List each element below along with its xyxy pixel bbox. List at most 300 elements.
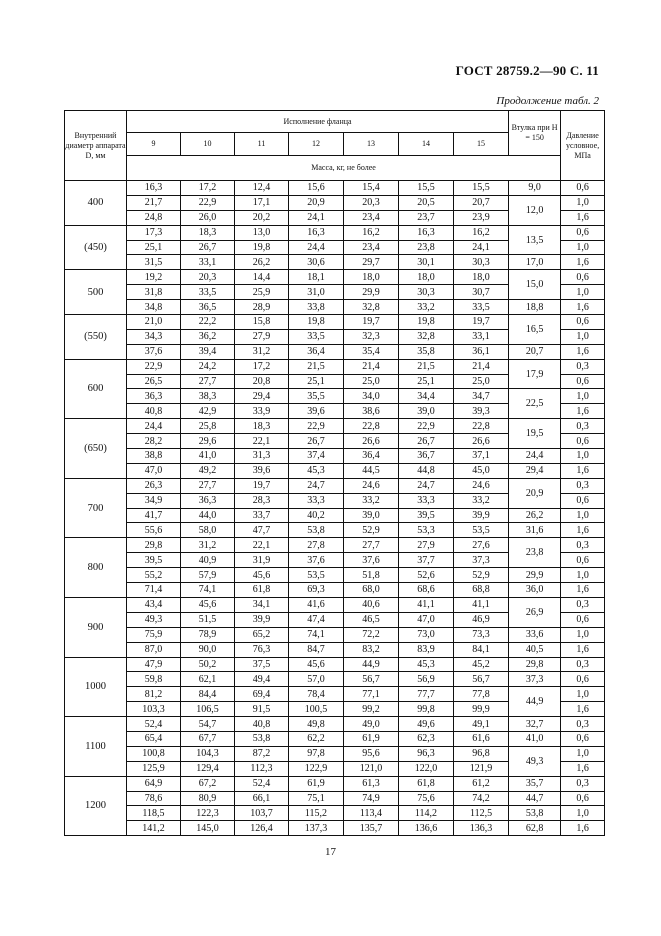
mass-cell: 27,7	[181, 478, 235, 493]
pressure-cell: 0,3	[561, 538, 605, 553]
mass-cell: 22,2	[181, 315, 235, 330]
mass-cell: 73,0	[399, 627, 454, 642]
mass-cell: 31,3	[235, 449, 289, 464]
pressure-cell: 0,3	[561, 657, 605, 672]
document-code: ГОСТ 28759.2—90 С. 11	[455, 63, 599, 78]
mass-cell: 29,6	[181, 434, 235, 449]
bushing-cell: 17,9	[509, 359, 561, 389]
mass-table	[64, 110, 605, 836]
mass-cell: 26,0	[181, 210, 235, 225]
table-row	[65, 508, 605, 523]
mass-cell: 71,4	[127, 583, 181, 598]
mass-cell: 30,1	[399, 255, 454, 270]
diameter-cell: (650)	[65, 419, 127, 479]
pressure-cell: 1,6	[561, 210, 605, 225]
header-flange-version: Исполнение фланца	[127, 111, 509, 133]
diameter-cell: 600	[65, 359, 127, 419]
mass-cell: 53,5	[289, 568, 344, 583]
mass-cell: 19,8	[235, 240, 289, 255]
mass-cell: 47,4	[289, 612, 344, 627]
pressure-cell: 0,3	[561, 597, 605, 612]
mass-cell: 112,3	[235, 761, 289, 776]
mass-cell: 26,7	[399, 434, 454, 449]
flange-version-header: 11	[235, 133, 289, 156]
table-row	[65, 195, 605, 210]
bushing-cell: 22,5	[509, 389, 561, 419]
header-bushing: Втулка при H = 150	[509, 111, 561, 156]
mass-cell: 122,0	[399, 761, 454, 776]
mass-cell: 57,0	[289, 672, 344, 687]
mass-cell: 36,7	[399, 449, 454, 464]
pressure-cell: 0,6	[561, 553, 605, 568]
mass-cell: 25,0	[454, 374, 509, 389]
mass-cell: 81,2	[127, 687, 181, 702]
table-row	[65, 657, 605, 672]
bushing-cell: 20,7	[509, 344, 561, 359]
table-row	[65, 776, 605, 791]
mass-cell: 40,8	[235, 717, 289, 732]
mass-cell: 26,2	[235, 255, 289, 270]
mass-cell: 26,7	[289, 434, 344, 449]
mass-cell: 25,1	[399, 374, 454, 389]
mass-cell: 39,5	[127, 553, 181, 568]
mass-cell: 103,7	[235, 806, 289, 821]
bushing-cell: 35,7	[509, 776, 561, 791]
mass-cell: 44,8	[399, 463, 454, 478]
table-row	[65, 359, 605, 374]
pressure-cell: 1,6	[561, 344, 605, 359]
mass-cell: 112,5	[454, 806, 509, 821]
mass-cell: 72,2	[344, 627, 399, 642]
mass-cell: 30,3	[454, 255, 509, 270]
mass-cell: 24,1	[454, 240, 509, 255]
pressure-cell: 1,0	[561, 746, 605, 761]
mass-cell: 44,0	[181, 508, 235, 523]
table-row	[65, 225, 605, 240]
mass-cell: 45,2	[454, 657, 509, 672]
mass-cell: 23,4	[344, 240, 399, 255]
mass-cell: 141,2	[127, 821, 181, 836]
pressure-cell: 0,3	[561, 717, 605, 732]
mass-cell: 57,9	[181, 568, 235, 583]
mass-cell: 53,8	[235, 731, 289, 746]
mass-cell: 32,3	[344, 329, 399, 344]
mass-cell: 58,0	[181, 523, 235, 538]
mass-cell: 39,0	[399, 404, 454, 419]
mass-cell: 31,5	[127, 255, 181, 270]
pressure-cell: 0,3	[561, 419, 605, 434]
bushing-cell: 17,0	[509, 255, 561, 270]
mass-cell: 34,9	[127, 493, 181, 508]
mass-cell: 15,6	[289, 181, 344, 196]
mass-cell: 12,4	[235, 181, 289, 196]
table-row	[65, 821, 605, 836]
diameter-cell: 400	[65, 181, 127, 226]
table-row	[65, 806, 605, 821]
mass-cell: 69,4	[235, 687, 289, 702]
mass-cell: 66,1	[235, 791, 289, 806]
mass-cell: 29,7	[344, 255, 399, 270]
mass-cell: 22,9	[127, 359, 181, 374]
mass-cell: 56,7	[344, 672, 399, 687]
mass-cell: 36,3	[181, 493, 235, 508]
mass-cell: 77,8	[454, 687, 509, 702]
mass-cell: 49,4	[235, 672, 289, 687]
mass-cell: 54,7	[181, 717, 235, 732]
pressure-cell: 0,6	[561, 612, 605, 627]
pressure-cell: 1,6	[561, 463, 605, 478]
mass-cell: 22,1	[235, 538, 289, 553]
mass-cell: 20,3	[181, 270, 235, 285]
mass-cell: 56,7	[454, 672, 509, 687]
mass-cell: 27,8	[289, 538, 344, 553]
mass-cell: 61,2	[454, 776, 509, 791]
mass-cell: 21,4	[344, 359, 399, 374]
mass-cell: 35,4	[344, 344, 399, 359]
mass-cell: 53,5	[454, 523, 509, 538]
mass-cell: 18,1	[289, 270, 344, 285]
mass-cell: 24,4	[127, 419, 181, 434]
mass-cell: 41,6	[289, 597, 344, 612]
mass-cell: 36,4	[344, 449, 399, 464]
mass-cell: 52,4	[235, 776, 289, 791]
mass-cell: 26,5	[127, 374, 181, 389]
pressure-cell: 1,6	[561, 255, 605, 270]
mass-cell: 18,0	[399, 270, 454, 285]
mass-cell: 27,9	[235, 329, 289, 344]
mass-cell: 43,4	[127, 597, 181, 612]
mass-cell: 39,5	[399, 508, 454, 523]
mass-cell: 34,8	[127, 300, 181, 315]
bushing-cell: 36,0	[509, 583, 561, 598]
mass-cell: 45,6	[181, 597, 235, 612]
pressure-cell: 1,0	[561, 687, 605, 702]
mass-cell: 68,0	[344, 583, 399, 598]
mass-cell: 28,2	[127, 434, 181, 449]
mass-cell: 45,6	[235, 568, 289, 583]
bushing-cell: 20,9	[509, 478, 561, 508]
mass-cell: 95,6	[344, 746, 399, 761]
pressure-cell: 0,6	[561, 225, 605, 240]
mass-cell: 34,0	[344, 389, 399, 404]
pressure-cell: 1,6	[561, 821, 605, 836]
mass-cell: 18,3	[181, 225, 235, 240]
mass-cell: 49,2	[181, 463, 235, 478]
table-row	[65, 642, 605, 657]
mass-cell: 27,7	[181, 374, 235, 389]
mass-cell: 80,9	[181, 791, 235, 806]
mass-cell: 34,7	[454, 389, 509, 404]
mass-cell: 22,1	[235, 434, 289, 449]
mass-cell: 15,5	[454, 181, 509, 196]
mass-cell: 122,3	[181, 806, 235, 821]
mass-cell: 33,5	[289, 329, 344, 344]
table-row	[65, 717, 605, 732]
bushing-cell: 12,0	[509, 195, 561, 225]
mass-cell: 24,7	[289, 478, 344, 493]
mass-cell: 41,7	[127, 508, 181, 523]
mass-cell: 20,2	[235, 210, 289, 225]
mass-cell: 39,9	[454, 508, 509, 523]
bushing-cell: 29,9	[509, 568, 561, 583]
mass-cell: 22,8	[344, 419, 399, 434]
pressure-cell: 1,6	[561, 583, 605, 598]
mass-cell: 99,8	[399, 702, 454, 717]
mass-cell: 145,0	[181, 821, 235, 836]
table-row	[65, 344, 605, 359]
mass-cell: 24,4	[289, 240, 344, 255]
mass-cell: 21,4	[454, 359, 509, 374]
mass-cell: 15,4	[344, 181, 399, 196]
mass-cell: 34,4	[399, 389, 454, 404]
mass-cell: 22,9	[181, 195, 235, 210]
mass-cell: 47,9	[127, 657, 181, 672]
mass-cell: 37,6	[289, 553, 344, 568]
bushing-cell: 26,9	[509, 597, 561, 627]
mass-cell: 27,9	[399, 538, 454, 553]
mass-cell: 24,6	[344, 478, 399, 493]
pressure-cell: 1,0	[561, 195, 605, 210]
mass-cell: 39,0	[344, 508, 399, 523]
bushing-cell: 23,8	[509, 538, 561, 568]
mass-cell: 52,9	[454, 568, 509, 583]
mass-cell: 20,8	[235, 374, 289, 389]
pressure-cell: 0,6	[561, 672, 605, 687]
mass-cell: 74,9	[344, 791, 399, 806]
table-row	[65, 568, 605, 583]
mass-cell: 91,5	[235, 702, 289, 717]
mass-cell: 64,9	[127, 776, 181, 791]
bushing-cell: 62,8	[509, 821, 561, 836]
mass-cell: 33,2	[454, 493, 509, 508]
mass-cell: 31,8	[127, 285, 181, 300]
mass-cell: 96,3	[399, 746, 454, 761]
mass-cell: 97,8	[289, 746, 344, 761]
bushing-cell: 53,8	[509, 806, 561, 821]
pressure-cell: 0,6	[561, 374, 605, 389]
mass-cell: 31,9	[235, 553, 289, 568]
mass-cell: 32,8	[344, 300, 399, 315]
mass-cell: 106,5	[181, 702, 235, 717]
mass-cell: 47,0	[399, 612, 454, 627]
mass-cell: 19,2	[127, 270, 181, 285]
table-continuation-note: Продолжение табл. 2	[496, 95, 599, 107]
mass-cell: 52,9	[344, 523, 399, 538]
mass-cell: 39,9	[235, 612, 289, 627]
mass-cell: 19,7	[235, 478, 289, 493]
pressure-cell: 1,0	[561, 806, 605, 821]
flange-version-header: 13	[344, 133, 399, 156]
mass-cell: 87,0	[127, 642, 181, 657]
mass-cell: 78,6	[127, 791, 181, 806]
mass-cell: 35,5	[289, 389, 344, 404]
pressure-cell: 1,0	[561, 389, 605, 404]
mass-cell: 61,8	[235, 583, 289, 598]
header-mass-caption: Масса, кг, не более	[127, 156, 561, 181]
diameter-cell: 1200	[65, 776, 127, 836]
mass-cell: 28,9	[235, 300, 289, 315]
mass-cell: 20,5	[399, 195, 454, 210]
diameter-cell: 900	[65, 597, 127, 657]
mass-cell: 34,3	[127, 329, 181, 344]
mass-cell: 37,4	[289, 449, 344, 464]
mass-cell: 25,9	[235, 285, 289, 300]
flange-version-header: 10	[181, 133, 235, 156]
mass-cell: 39,6	[235, 463, 289, 478]
pressure-cell: 1,0	[561, 240, 605, 255]
flange-version-header: 15	[454, 133, 509, 156]
table-row	[65, 181, 605, 196]
mass-cell: 135,7	[344, 821, 399, 836]
mass-cell: 62,2	[289, 731, 344, 746]
mass-cell: 41,1	[454, 597, 509, 612]
mass-cell: 20,9	[289, 195, 344, 210]
mass-cell: 115,2	[289, 806, 344, 821]
mass-cell: 100,8	[127, 746, 181, 761]
mass-cell: 46,5	[344, 612, 399, 627]
mass-cell: 38,6	[344, 404, 399, 419]
mass-cell: 31,2	[181, 538, 235, 553]
mass-cell: 33,9	[235, 404, 289, 419]
bushing-cell: 44,7	[509, 791, 561, 806]
mass-cell: 45,3	[289, 463, 344, 478]
mass-cell: 25,8	[181, 419, 235, 434]
mass-cell: 21,5	[289, 359, 344, 374]
mass-cell: 74,2	[454, 791, 509, 806]
bushing-cell: 26,2	[509, 508, 561, 523]
table-row	[65, 672, 605, 687]
mass-cell: 13,0	[235, 225, 289, 240]
mass-cell: 61,6	[454, 731, 509, 746]
mass-cell: 28,3	[235, 493, 289, 508]
diameter-cell: 1000	[65, 657, 127, 717]
mass-cell: 77,1	[344, 687, 399, 702]
mass-cell: 40,8	[127, 404, 181, 419]
mass-cell: 37,1	[454, 449, 509, 464]
mass-cell: 46,9	[454, 612, 509, 627]
mass-cell: 84,7	[289, 642, 344, 657]
mass-cell: 118,5	[127, 806, 181, 821]
mass-cell: 37,6	[127, 344, 181, 359]
table-row	[65, 255, 605, 270]
table-row	[65, 731, 605, 746]
bushing-cell: 31,6	[509, 523, 561, 538]
mass-cell: 26,6	[454, 434, 509, 449]
bushing-cell: 41,0	[509, 731, 561, 746]
table-row	[65, 270, 605, 285]
mass-cell: 84,4	[181, 687, 235, 702]
table-row	[65, 583, 605, 598]
mass-cell: 25,1	[127, 240, 181, 255]
mass-cell: 122,9	[289, 761, 344, 776]
mass-cell: 26,7	[181, 240, 235, 255]
mass-cell: 24,8	[127, 210, 181, 225]
mass-cell: 41,0	[181, 449, 235, 464]
pressure-cell: 0,6	[561, 270, 605, 285]
mass-cell: 61,9	[289, 776, 344, 791]
mass-cell: 25,1	[289, 374, 344, 389]
bushing-cell: 37,3	[509, 672, 561, 687]
mass-cell: 30,6	[289, 255, 344, 270]
mass-cell: 33,3	[289, 493, 344, 508]
mass-cell: 56,9	[399, 672, 454, 687]
mass-cell: 18,0	[454, 270, 509, 285]
mass-cell: 17,2	[235, 359, 289, 374]
mass-cell: 24,2	[181, 359, 235, 374]
bushing-cell: 18,8	[509, 300, 561, 315]
pressure-cell: 1,0	[561, 508, 605, 523]
mass-cell: 51,8	[344, 568, 399, 583]
mass-cell: 53,3	[399, 523, 454, 538]
mass-cell: 37,7	[399, 553, 454, 568]
diameter-cell: (450)	[65, 225, 127, 270]
pressure-cell: 1,0	[561, 627, 605, 642]
mass-cell: 137,3	[289, 821, 344, 836]
mass-cell: 27,7	[344, 538, 399, 553]
mass-cell: 30,7	[454, 285, 509, 300]
mass-cell: 23,8	[399, 240, 454, 255]
mass-cell: 52,6	[399, 568, 454, 583]
mass-cell: 23,4	[344, 210, 399, 225]
mass-cell: 87,2	[235, 746, 289, 761]
mass-cell: 99,9	[454, 702, 509, 717]
pressure-cell: 0,6	[561, 791, 605, 806]
mass-cell: 73,3	[454, 627, 509, 642]
mass-cell: 78,4	[289, 687, 344, 702]
mass-cell: 26,6	[344, 434, 399, 449]
mass-cell: 30,3	[399, 285, 454, 300]
flange-version-header: 12	[289, 133, 344, 156]
mass-cell: 32,8	[399, 329, 454, 344]
mass-cell: 33,2	[344, 493, 399, 508]
mass-cell: 38,8	[127, 449, 181, 464]
mass-cell: 35,8	[399, 344, 454, 359]
mass-cell: 78,9	[181, 627, 235, 642]
mass-cell: 99,2	[344, 702, 399, 717]
mass-cell: 90,0	[181, 642, 235, 657]
diameter-cell: (550)	[65, 315, 127, 360]
mass-cell: 33,7	[235, 508, 289, 523]
table-row	[65, 463, 605, 478]
pressure-cell: 0,6	[561, 434, 605, 449]
table-row	[65, 538, 605, 553]
mass-cell: 65,4	[127, 731, 181, 746]
bushing-cell: 16,5	[509, 315, 561, 345]
pressure-cell: 0,6	[561, 493, 605, 508]
pressure-cell: 0,3	[561, 776, 605, 791]
mass-cell: 15,8	[235, 315, 289, 330]
mass-cell: 22,9	[399, 419, 454, 434]
mass-cell: 19,7	[344, 315, 399, 330]
mass-cell: 33,5	[181, 285, 235, 300]
table-row	[65, 746, 605, 761]
mass-cell: 36,4	[289, 344, 344, 359]
pressure-cell: 1,0	[561, 329, 605, 344]
mass-cell: 49,3	[127, 612, 181, 627]
mass-cell: 121,9	[454, 761, 509, 776]
mass-cell: 75,6	[399, 791, 454, 806]
mass-cell: 83,9	[399, 642, 454, 657]
table-row	[65, 300, 605, 315]
mass-cell: 74,1	[181, 583, 235, 598]
mass-cell: 19,8	[289, 315, 344, 330]
mass-cell: 40,9	[181, 553, 235, 568]
mass-cell: 29,4	[235, 389, 289, 404]
mass-cell: 27,6	[454, 538, 509, 553]
mass-cell: 62,1	[181, 672, 235, 687]
bushing-cell: 13,5	[509, 225, 561, 255]
page-number: 17	[325, 846, 336, 858]
